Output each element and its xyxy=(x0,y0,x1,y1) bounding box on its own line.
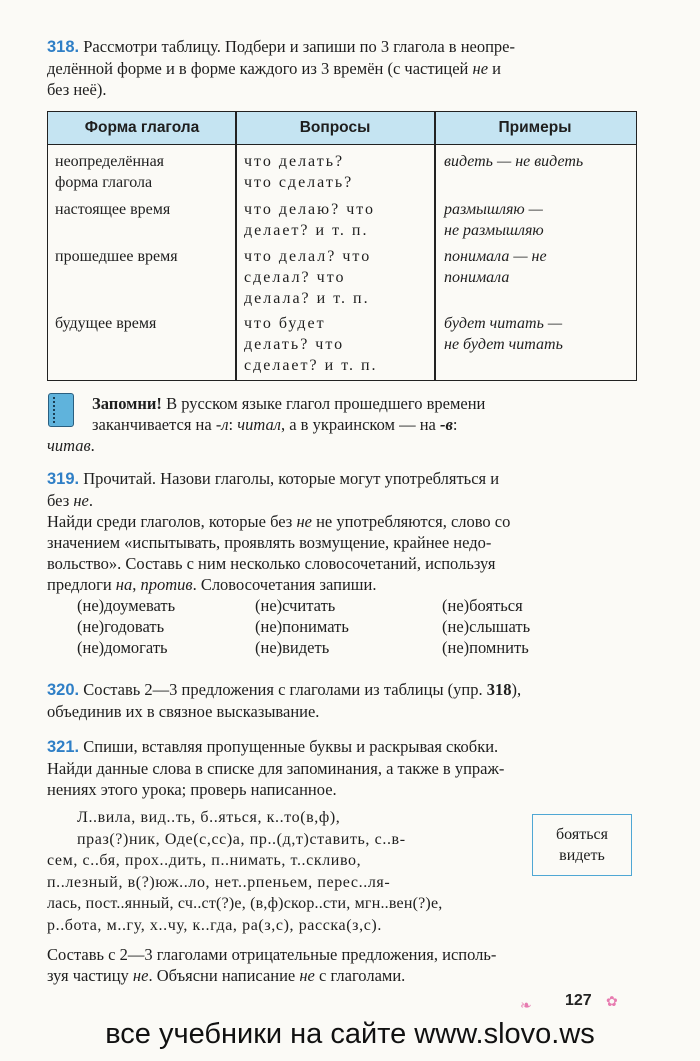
note-text: заканчивается на xyxy=(92,415,216,434)
cell-text: что делать? xyxy=(244,153,345,170)
exercise-text: нениях этого урока; проверь написанное. xyxy=(47,780,337,799)
list-item: (не)домогать xyxy=(77,638,168,657)
exercise-text: зуя частицу xyxy=(47,966,133,985)
cell-text: настоящее время xyxy=(55,201,171,218)
note-text: . xyxy=(90,436,95,455)
list-item: (не)годовать xyxy=(77,617,165,636)
exercise-text: Найди среди глаголов, которые без xyxy=(47,512,297,531)
header-questions: Вопросы xyxy=(299,119,371,136)
ornament-icon: ❧ xyxy=(520,999,532,1014)
exercise-319 xyxy=(47,468,637,595)
word-line: п..лезный, в(?)юж..ло, нет..рпеньем, перес..ля- xyxy=(47,873,391,891)
cell-text: что сделать? xyxy=(244,174,354,191)
cell-text: видеть — не видеть xyxy=(444,153,584,170)
ornament-icon: ✿ xyxy=(606,995,618,1010)
cell-text: понимала xyxy=(444,269,510,286)
exercise-text: вольство». Составь с ним несколько словосочетаний, используя xyxy=(47,554,496,573)
note-example: читав xyxy=(47,436,91,455)
exercise-text: и xyxy=(488,59,501,78)
column-divider xyxy=(235,112,237,380)
exercise-text: значением «испытывать, проявлять возмущение, крайнее недо- xyxy=(47,533,492,552)
table-row-questions xyxy=(244,313,434,376)
remember-note-cont xyxy=(47,435,592,456)
cell-text: сделает? и т. п. xyxy=(244,357,378,374)
exercise-text: Составь 2—3 предложения с глаголами из таблицы (упр. xyxy=(83,680,487,699)
exercise-text: ), xyxy=(511,680,522,699)
table-row-examples xyxy=(444,246,634,288)
exercise-text: не употребляются, слово со xyxy=(311,512,511,531)
note-suffix: -в xyxy=(439,415,453,434)
exercise-text: объединив их в связное высказывание. xyxy=(47,702,320,721)
list-item: (не)видеть xyxy=(255,638,330,657)
cell-text: делать? что xyxy=(244,336,345,353)
exercise-text: . Словосочетания запиши. xyxy=(192,575,377,594)
table-row-form xyxy=(55,151,235,193)
word-column xyxy=(77,595,175,658)
cell-text: неопределённая xyxy=(55,153,165,170)
preposition: против xyxy=(140,575,193,594)
exercise-text: Найди данные слова в списке для запоминания, а также в упраж- xyxy=(47,759,505,778)
cell-text: форма глагола xyxy=(55,174,153,191)
word-column xyxy=(255,595,349,658)
word-line: Л..вила, вид..ть, б..яться, к..то(в,ф), xyxy=(77,809,341,826)
word-column xyxy=(442,595,530,658)
notebook-icon xyxy=(48,393,74,427)
exercise-reference: 318 xyxy=(486,680,512,699)
exercise-number: 321. xyxy=(47,738,80,756)
table-row-examples xyxy=(444,313,634,355)
table-row-form xyxy=(55,199,235,220)
table-row-questions xyxy=(244,199,434,241)
exercise-text: без неё). xyxy=(47,80,107,99)
cell-text: размышляю — xyxy=(444,201,543,218)
preposition: на xyxy=(115,575,133,594)
cell-text: будущее время xyxy=(55,315,157,332)
list-item: (не)доумевать xyxy=(77,596,176,615)
cell-text: сделал? что xyxy=(244,269,346,286)
note-example: читал xyxy=(237,415,281,434)
table-row-form xyxy=(55,246,235,267)
vocab-word: видеть xyxy=(559,847,605,864)
exercise-text: делённой форме и в форме каждого из 3 времён (с частицей xyxy=(47,59,473,78)
list-item: (не)считать xyxy=(255,596,336,615)
particle-ne: не xyxy=(296,512,312,531)
cell-text: что будет xyxy=(244,315,326,332)
exercise-text: . Объясни написание xyxy=(148,966,300,985)
cell-text: делает? и т. п. xyxy=(244,222,369,239)
cell-text: не будет читать xyxy=(444,336,563,353)
note-text: : xyxy=(228,415,238,434)
exercise-321-task xyxy=(47,944,637,986)
exercise-text: , xyxy=(132,575,141,594)
exercise-321 xyxy=(47,736,637,800)
cell-text: делала? и т. п. xyxy=(244,290,370,307)
list-item: (не)понимать xyxy=(255,617,349,636)
word-line: р..бота, м..гу, х..чу, к..гда, ра(з,с), расска(з,с). xyxy=(47,916,382,934)
list-item: (не)бояться xyxy=(442,596,523,615)
particle-ne: не xyxy=(73,491,89,510)
cell-text: понимала — не xyxy=(444,248,547,265)
table-row-questions xyxy=(244,151,434,193)
particle-ne: не xyxy=(132,966,149,985)
exercise-text: Спиши, вставляя пропущенные буквы и раскрывая скобки. xyxy=(83,737,499,756)
exercise-text: . xyxy=(88,491,93,510)
verb-forms-table xyxy=(47,111,637,381)
exercise-321-words xyxy=(47,807,517,936)
exercise-number: 320. xyxy=(47,681,80,699)
table-row-examples xyxy=(444,151,634,172)
remember-note xyxy=(92,393,637,435)
note-text: : xyxy=(452,415,458,434)
cell-text: будет читать — xyxy=(444,315,563,332)
note-suffix: -л xyxy=(215,415,229,434)
table-row-questions xyxy=(244,246,434,309)
table-row-examples xyxy=(444,199,634,241)
vocabulary-box xyxy=(532,814,632,876)
exercise-text: с глаголами. xyxy=(314,966,406,985)
note-text: В русском языке глагол прошедшего времени xyxy=(161,394,486,413)
note-text: , а в украинском — на xyxy=(280,415,440,434)
exercise-text: Составь с 2—3 глаголами отрицательные предложения, исполь- xyxy=(47,945,497,964)
exercise-text: предлоги xyxy=(47,575,116,594)
word-line: сем, с..бя, прох..дить, п..нимать, т..скливо, xyxy=(47,852,362,869)
exercise-text: Рассмотри таблицу. Подбери и запиши по 3 глагола в неопре- xyxy=(83,37,515,56)
particle-ne: не xyxy=(472,59,489,78)
note-title: Запомни! xyxy=(92,394,162,413)
cell-text: не размышляю xyxy=(444,222,544,239)
list-item: (не)слышать xyxy=(442,617,531,636)
page-number: 127 xyxy=(565,992,592,1009)
column-divider xyxy=(434,112,436,380)
exercise-318 xyxy=(47,36,637,100)
exercise-320 xyxy=(47,679,637,722)
exercise-text: Прочитай. Назови глаголы, которые могут употребляться и xyxy=(83,469,500,488)
site-footer: все учебники на сайте www.slovo.ws xyxy=(105,1018,595,1050)
particle-ne: не xyxy=(299,966,315,985)
table-header xyxy=(48,112,636,145)
vocab-word: бояться xyxy=(556,826,608,843)
exercise-number: 319. xyxy=(47,470,80,488)
word-line: лась, пост..янный, сч..ст(?)е, (в,ф)скор..сти, мгн..вен(?)е, xyxy=(47,895,443,912)
cell-text: что делаю? что xyxy=(244,201,376,218)
table-row-form xyxy=(55,313,235,334)
list-item: (не)помнить xyxy=(442,638,529,657)
header-form: Форма глагола xyxy=(84,119,200,136)
cell-text: что делал? что xyxy=(244,248,372,265)
exercise-text: без xyxy=(47,491,74,510)
header-examples: Примеры xyxy=(498,119,572,136)
cell-text: прошедшее время xyxy=(55,248,178,265)
word-line: праз(?)ник, Оде(с,сс)а, пр..(д,т)ставить, с..в- xyxy=(77,830,406,848)
exercise-number: 318. xyxy=(47,38,80,56)
